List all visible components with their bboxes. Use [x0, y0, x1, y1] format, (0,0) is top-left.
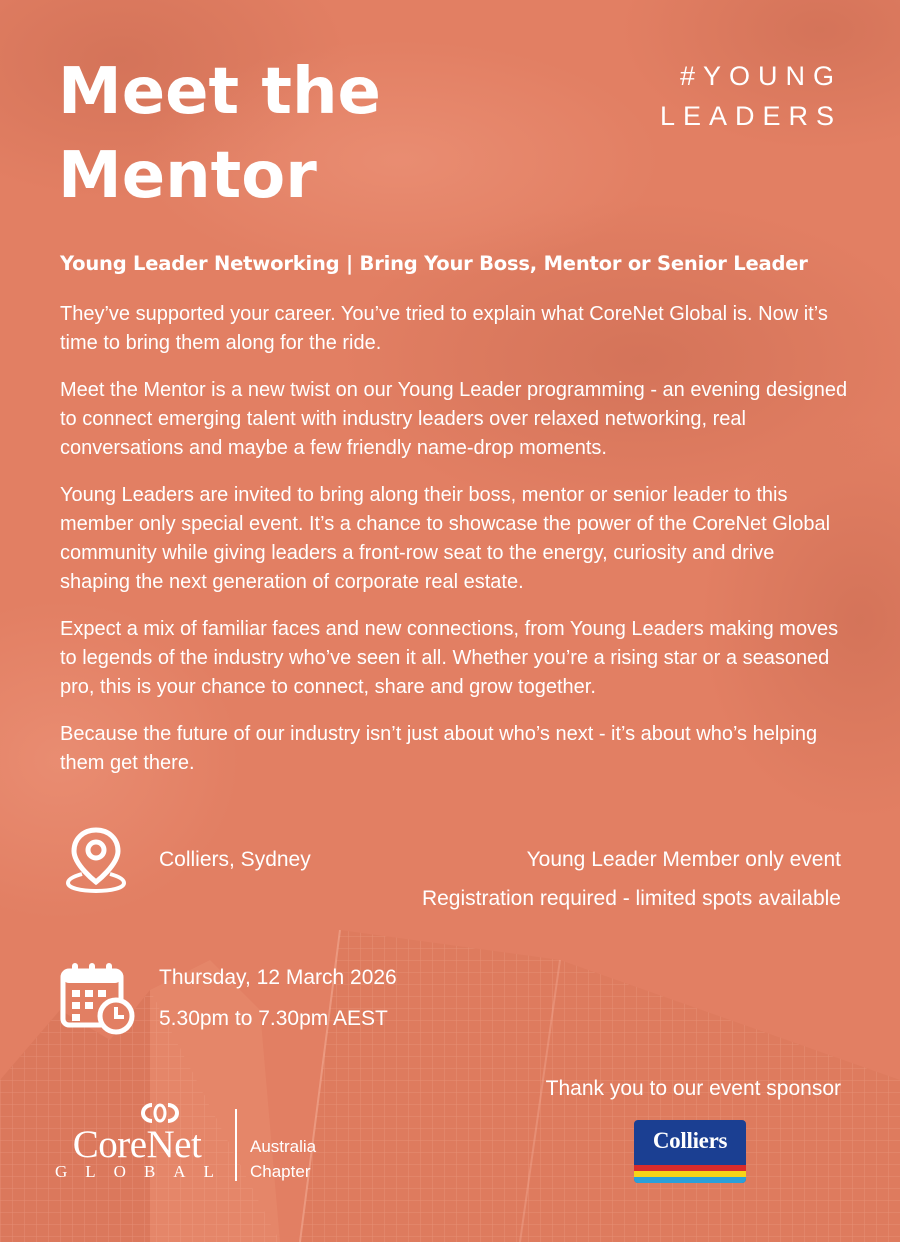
hashtag-line-2: LEADERS — [659, 101, 842, 131]
paragraph: Young Leaders are invited to bring along their boss, mentor or senior leader to this member only special event. It’s a chance to showcase the power of the CoreNet Global community while giving leaders a front-row seat to the energy, curiosity and drive shaping the next generation of corporate real estate. — [60, 484, 831, 593]
chapter-label — [250, 1134, 316, 1184]
hashtag — [660, 56, 842, 136]
title-line-2: Mentor — [58, 139, 317, 213]
event-location: Colliers, Sydney — [159, 848, 311, 871]
event-type: Young Leader Member only event — [526, 848, 841, 871]
map-pin-icon — [64, 826, 128, 894]
paragraph: They’ve supported your career. You’ve tried to explain what CoreNet Global is. Now it’s time to bring them along for the ride. — [60, 303, 828, 354]
subheading: Young Leader Networking | Bring Your Boss, Mentor or Senior Leader — [60, 252, 808, 275]
paragraph: Expect a mix of familiar faces and new connections, from Young Leaders making moves to legends of the industry who’ve seen it all. Whether you’re a rising star or a seasoned pro, this is your chance to connect, share and grow together. — [60, 618, 839, 698]
colliers-stripe-blue — [634, 1177, 746, 1183]
logo-global-text: GLOBAL — [55, 1162, 232, 1181]
title-line-1: Meet the — [58, 55, 381, 129]
logo-divider — [235, 1109, 237, 1181]
calendar-clock-icon — [60, 961, 136, 1035]
paragraph: Meet the Mentor is a new twist on our Young Leader programming - an evening designed to connect emerging talent with industry leaders over relaxed networking, real conversations and maybe a few friendly name-drop moments. — [60, 379, 848, 459]
hashtag-line-1: #YOUNG — [679, 61, 842, 91]
event-date: Thursday, 12 March 2026 — [159, 966, 397, 989]
body-text — [60, 300, 850, 796]
page-title — [58, 50, 381, 218]
chapter-line-1: Australia — [250, 1137, 317, 1156]
event-info — [422, 848, 841, 926]
chapter-line-2: Chapter — [250, 1162, 311, 1181]
registration-note: Registration required - limited spots available — [421, 887, 841, 910]
colliers-logo-text: Colliers — [652, 1128, 728, 1153]
colliers-logo — [634, 1120, 746, 1183]
event-time: 5.30pm to 7.30pm AEST — [159, 1007, 388, 1030]
sponsor-thanks: Thank you to our event sponsor — [545, 1077, 841, 1100]
logo-corenet-text: CoreNet — [72, 1123, 202, 1166]
paragraph: Because the future of our industry isn’t just about who’s next - it’s about who’s helping them get there. — [60, 723, 818, 774]
corenet-global-logo — [52, 1102, 232, 1182]
corenet-mark-icon — [130, 1102, 190, 1124]
